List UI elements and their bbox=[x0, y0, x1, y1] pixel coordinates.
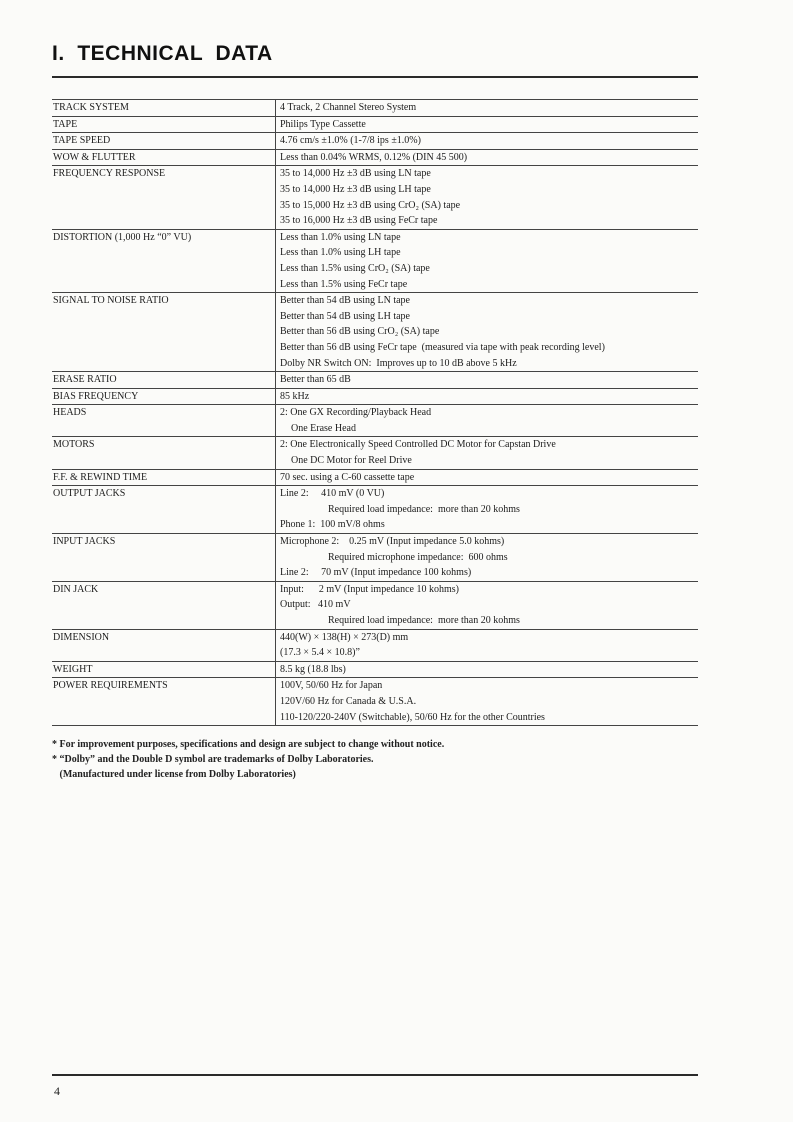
spec-table bbox=[52, 99, 698, 726]
spec-value-line: Better than 56 dB using FeCr tape (measured via tape with peak recording level) bbox=[280, 341, 605, 353]
spec-value-line: 85 kHz bbox=[280, 390, 310, 402]
spec-label: DIMENSION bbox=[53, 631, 110, 643]
spec-value-line: Less than 1.5% using CrO₂ (SA) tape bbox=[280, 262, 430, 274]
spec-row bbox=[52, 581, 698, 629]
spec-value-line: Required load impedance: more than 20 kohms bbox=[328, 503, 520, 515]
spec-value-line: 35 to 14,000 Hz ±3 dB using LH tape bbox=[280, 183, 431, 195]
spec-table-body bbox=[52, 100, 698, 726]
spec-row bbox=[52, 293, 698, 372]
spec-row bbox=[52, 100, 698, 117]
footer-rule bbox=[52, 1074, 698, 1076]
spec-value-line: Less than 1.0% using LH tape bbox=[280, 247, 401, 259]
spec-row bbox=[52, 166, 698, 229]
spec-value-line: Better than 54 dB using LN tape bbox=[280, 295, 410, 307]
spec-row bbox=[52, 133, 698, 150]
spec-value-line: Better than 65 dB bbox=[280, 374, 351, 386]
spec-label: ERASE RATIO bbox=[53, 374, 117, 386]
spec-value-line: 2: One Electronically Speed Controlled DC Motor for Capstan Drive bbox=[280, 439, 556, 451]
spec-label: FREQUENCY RESPONSE bbox=[53, 168, 166, 180]
spec-label: TAPE SPEED bbox=[53, 135, 111, 147]
spec-value bbox=[276, 437, 699, 469]
spec-label: BIAS FREQUENCY bbox=[53, 390, 139, 402]
spec-label: TAPE bbox=[53, 118, 78, 130]
spec-value-line: 4 Track, 2 Channel Stereo System bbox=[280, 102, 417, 113]
spec-value-line: Required load impedance: more than 20 kohms bbox=[328, 615, 520, 626]
spec-value bbox=[276, 293, 699, 372]
spec-value-line: Microphone 2: 0.25 mV (Input impedance 5.0 kohms) bbox=[280, 536, 505, 548]
spec-row bbox=[52, 229, 698, 292]
spec-value-line: 35 to 15,000 Hz ±3 dB using CrO₂ (SA) tape bbox=[280, 199, 461, 211]
spec-row bbox=[52, 388, 698, 405]
spec-label: HEADS bbox=[53, 407, 87, 419]
footnote: * “Dolby” and the Double D symbol are trademarks of Dolby Laboratories. bbox=[52, 754, 374, 765]
spec-label: WOW & FLUTTER bbox=[53, 151, 136, 163]
spec-value-line: 100V, 50/60 Hz for Japan bbox=[280, 680, 383, 692]
spec-value-line: 4.76 cm/s ±1.0% (1-7/8 ips ±1.0%) bbox=[280, 135, 421, 147]
spec-row bbox=[52, 149, 698, 166]
footnote: * For improvement purposes, specifications and design are subject to change without notice. bbox=[52, 739, 445, 750]
spec-value-line: Better than 54 dB using LH tape bbox=[280, 310, 410, 322]
spec-value-line: (17.3 × 5.4 × 10.8)” bbox=[280, 647, 360, 659]
spec-value bbox=[276, 661, 699, 678]
spec-value-line: Less than 0.04% WRMS, 0.12% (DIN 45 500) bbox=[280, 151, 468, 163]
spec-value-line: Line 2: 410 mV (0 VU) bbox=[280, 488, 385, 500]
spec-label: MOTORS bbox=[53, 439, 95, 451]
spec-value-line: Less than 1.5% using FeCr tape bbox=[280, 278, 408, 290]
spec-value bbox=[276, 534, 699, 582]
spec-row bbox=[52, 405, 698, 437]
spec-label: DISTORTION (1,000 Hz “0” VU) bbox=[53, 231, 192, 243]
spec-row bbox=[52, 486, 698, 534]
spec-value bbox=[276, 100, 699, 117]
spec-value-line: 35 to 16,000 Hz ±3 dB using FeCr tape bbox=[280, 215, 438, 227]
spec-value-line: Philips Type Cassette bbox=[280, 118, 366, 130]
spec-label: DIN JACK bbox=[53, 583, 99, 595]
spec-value-line: Required microphone impedance: 600 ohms bbox=[328, 551, 508, 563]
spec-value-line: Input: 2 mV (Input impedance 10 kohms) bbox=[280, 583, 459, 595]
spec-value-line: Less than 1.0% using LN tape bbox=[280, 231, 401, 243]
spec-label: OUTPUT JACKS bbox=[53, 488, 126, 500]
title-rule bbox=[52, 76, 698, 78]
spec-value bbox=[276, 149, 699, 166]
spec-row bbox=[52, 372, 698, 389]
spec-value-line: One DC Motor for Reel Drive bbox=[291, 455, 412, 467]
spec-value bbox=[276, 678, 699, 726]
spec-value-line: 2: One GX Recording/Playback Head bbox=[280, 407, 432, 419]
spec-value bbox=[276, 581, 699, 629]
spec-row bbox=[52, 534, 698, 582]
spec-label: WEIGHT bbox=[53, 663, 93, 675]
spec-value-line: Phone 1: 100 mV/8 ohms bbox=[280, 519, 385, 531]
spec-row bbox=[52, 661, 698, 678]
spec-row bbox=[52, 678, 698, 726]
footnote: (Manufactured under license from Dolby Laboratories) bbox=[52, 769, 296, 780]
spec-value bbox=[276, 405, 699, 437]
spec-value-line: Line 2: 70 mV (Input impedance 100 kohms) bbox=[280, 567, 472, 579]
spec-label: F.F. & REWIND TIME bbox=[53, 471, 148, 483]
spec-value-line: Output: 410 mV bbox=[280, 599, 351, 611]
spec-value bbox=[276, 388, 699, 405]
spec-value-line: 440(W) × 138(H) × 273(D) mm bbox=[280, 631, 409, 643]
spec-row bbox=[52, 629, 698, 661]
spec-label: TRACK SYSTEM bbox=[53, 102, 129, 113]
spec-label: INPUT JACKS bbox=[53, 536, 116, 548]
spec-value-line: 70 sec. using a C-60 cassette tape bbox=[280, 471, 415, 483]
spec-value-line: 110-120/220-240V (Switchable), 50/60 Hz for the other Countries bbox=[280, 711, 545, 723]
spec-value bbox=[276, 229, 699, 292]
spec-value bbox=[276, 116, 699, 133]
spec-value-line: Dolby NR Switch ON: Improves up to 10 dB above 5 kHz bbox=[280, 357, 517, 369]
spec-row bbox=[52, 116, 698, 133]
spec-value bbox=[276, 372, 699, 389]
spec-value bbox=[276, 629, 699, 661]
page-title: I. TECHNICAL DATA bbox=[52, 42, 273, 65]
spec-value-line: 120V/60 Hz for Canada & U.S.A. bbox=[280, 695, 417, 707]
spec-value bbox=[276, 133, 699, 150]
spec-value-line: 35 to 14,000 Hz ±3 dB using LN tape bbox=[280, 168, 431, 180]
spec-label: SIGNAL TO NOISE RATIO bbox=[53, 295, 169, 307]
spec-value bbox=[276, 166, 699, 229]
spec-label: POWER REQUIREMENTS bbox=[53, 680, 168, 692]
footnotes bbox=[52, 737, 444, 782]
page-number: 4 bbox=[54, 1084, 60, 1098]
spec-value-line: One Erase Head bbox=[291, 422, 356, 434]
spec-value bbox=[276, 469, 699, 486]
spec-row bbox=[52, 469, 698, 486]
spec-value bbox=[276, 486, 699, 534]
spec-row bbox=[52, 437, 698, 469]
spec-value-line: Better than 56 dB using CrO₂ (SA) tape bbox=[280, 326, 440, 338]
spec-value-line: 8.5 kg (18.8 lbs) bbox=[280, 663, 346, 675]
